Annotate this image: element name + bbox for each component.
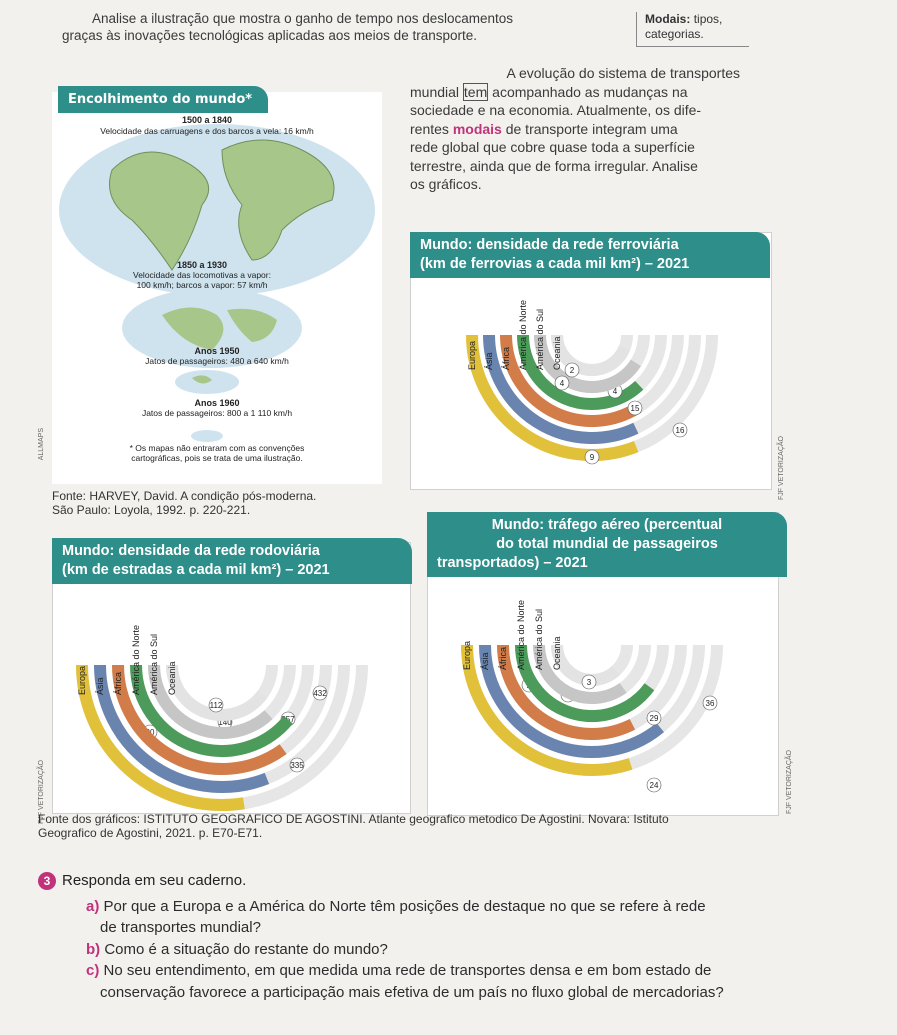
rail-title-line-2: (km de ferrovias a cada mil km²) – 2021 (420, 256, 690, 272)
value-label: 80 (145, 728, 155, 737)
charts-source (38, 812, 838, 840)
value-label: 24 (649, 781, 659, 790)
air-title (427, 512, 787, 577)
question-letter: b) (86, 940, 101, 958)
intro-text (62, 10, 632, 44)
body-line-5: rede global que cobre quase toda a superfície (410, 139, 695, 155)
question-number: 3 (38, 872, 56, 890)
question-c-cont: conservação favorece a participação mais efetiva de um país no fluxo global de mercadorias? (100, 983, 724, 1001)
body-line-7: os gráficos. (410, 176, 482, 192)
category-label: África (113, 671, 123, 695)
glossary-term: Modais: (645, 12, 691, 26)
category-label: Europa (467, 340, 477, 370)
glossary-box (636, 12, 749, 47)
globe-note-1: * Os mapas não entraram com as convenções (129, 443, 305, 453)
globe-p1-text: Velocidade das carruagens e dos barcos a vela: 16 km/h (100, 126, 314, 136)
body-line-2 (410, 83, 740, 102)
category-label: Ásia (95, 677, 105, 695)
rail-title (410, 232, 770, 278)
globe-source (52, 489, 382, 517)
value-label: 140 (218, 718, 232, 727)
body-line-1: A evolução do sistema de transportes (506, 65, 740, 81)
globe-p2-text2: 100 km/h; barcos a vapor: 57 km/h (136, 280, 268, 290)
road-chart (52, 585, 409, 812)
value-label: 357 (281, 715, 295, 724)
value-label: 16 (675, 426, 685, 435)
question-letter: a) (86, 897, 100, 915)
globe-illustration (52, 110, 382, 484)
ring-bar-5 (557, 645, 616, 680)
value-label: 4 (612, 387, 618, 396)
value-label: 2 (569, 366, 575, 375)
globe-title: Encolhimento do mundo* (58, 86, 268, 113)
category-label: América do Sul (149, 633, 159, 695)
category-label: Oceania (167, 661, 177, 695)
road-title (52, 538, 412, 584)
value-label: 4 (559, 379, 565, 388)
question-c (86, 960, 828, 982)
charts-source-line-1: Fonte dos gráficos: ISTITUTO GEOGRAFICO DE AGOSTINI. Atlante geografico metodico De Agostini. Novara: Istituto (38, 812, 669, 826)
fjf-credit: FJF VETORIZAÇÃO (778, 436, 785, 501)
fjf-credit: FJF VETORIZAÇÃO (38, 760, 45, 825)
road-title-line-1: Mundo: densidade da rede rodoviária (62, 543, 320, 559)
value-label: 29 (649, 714, 659, 723)
fjf-credit: FJF VETORIZAÇÃO (786, 750, 793, 815)
air-title-line-3: transportados) – 2021 (437, 555, 588, 571)
category-label: América do Norte (131, 624, 141, 695)
globe-p2-period: 1850 a 1930 (176, 260, 228, 270)
body-text: acompanhado as mudanças na (492, 83, 688, 100)
air-chart (427, 575, 777, 814)
value-label: 3 (586, 678, 592, 687)
question-header: Responda em seu caderno. (62, 872, 247, 889)
body-text: rentes (410, 120, 453, 137)
intro-line-1: Analise a ilustração que mostra o ganho de tempo nos deslocamentos (92, 11, 514, 26)
question-a-cont: de transportes mundial? (100, 919, 261, 936)
category-label: África (501, 346, 511, 370)
value-label: 9 (589, 453, 595, 462)
globe-source-line-1: Fonte: HARVEY, David. A condição pós-moderna. (52, 489, 317, 503)
globe-p3-text: Jatos de passageiros: 480 a 640 km/h (145, 356, 289, 366)
category-label: Europa (462, 640, 472, 670)
globe-source-line-2: São Paulo: Loyola, 1992. p. 220-221. (52, 503, 251, 517)
globe-1960 (191, 430, 223, 442)
globe-p1-period: 1500 a 1840 (181, 115, 233, 125)
category-label: África (498, 646, 508, 670)
category-label: Oceania (552, 336, 562, 370)
charts-source-line-2: Geografico de Agostini, 2021. p. E70-E71. (38, 826, 263, 840)
category-label: América do Sul (534, 608, 544, 670)
question-a (86, 896, 828, 918)
question-b (86, 939, 828, 961)
intro-line-2: graças às inovações tecnológicas aplicadas aos meios de transporte. (62, 28, 477, 43)
body-paragraph (410, 64, 740, 194)
globe-p2-text1: Velocidade das locomotivas a vapor: (133, 270, 271, 280)
body-text: de transporte integram uma (501, 120, 678, 137)
value-label: 36 (705, 699, 715, 708)
rail-chart (410, 275, 770, 488)
body-line-3: sociedade e na economia. Atualmente, os dife- (410, 102, 702, 118)
globe-p4-period: Anos 1960 (194, 398, 240, 408)
question-letter: c) (86, 962, 100, 979)
road-title-line-2: (km de estradas a cada mil km²) – 2021 (62, 562, 330, 578)
value-label: 112 (209, 701, 223, 710)
value-label: 15 (630, 404, 640, 413)
rail-title-line-1: Mundo: densidade da rede ferroviária (420, 237, 679, 253)
question-text: Por que a Europa e a América do Norte têm posições de destaque no que se refere à rede (103, 897, 706, 915)
value-label: 6 (565, 691, 571, 700)
highlight-term: modais (452, 120, 502, 137)
body-line-4 (410, 120, 740, 139)
question-text: Como é a situação do restante do mundo? (104, 940, 388, 958)
category-label: Ásia (484, 352, 494, 370)
question-text: No seu entendimento, em que medida uma rede de transportes densa e em bom estado de (103, 962, 712, 979)
value-label: 432 (313, 689, 327, 698)
allmaps-credit: ALLMAPS (38, 428, 45, 461)
category-label: Oceania (552, 636, 562, 670)
value-label: 2 (526, 681, 532, 690)
globe-p3-period: Anos 1950 (194, 346, 240, 356)
globe-note-2: cartográficas, pois se trata de uma ilustração. (131, 453, 303, 463)
air-title-line-1: Mundo: tráfego aéreo (percentual (491, 517, 723, 533)
glossary-definition: tipos, categorias. (645, 12, 723, 41)
body-marked-word: tem (463, 83, 488, 100)
category-label: Europa (77, 665, 87, 695)
category-label: Ásia (480, 652, 490, 670)
category-label: América do Norte (518, 299, 528, 370)
body-line-6: terrestre, ainda que de forma irregular. Analise (410, 157, 698, 174)
category-label: América do Sul (535, 308, 545, 370)
air-title-line-2: do total mundial de passageiros (496, 536, 718, 552)
body-text: mundial (410, 83, 460, 100)
category-label: América do Norte (516, 599, 526, 670)
globe-p4-text: Jatos de passageiros: 800 a 1 110 km/h (141, 408, 293, 418)
value-label: 335 (290, 761, 304, 770)
questions-block (38, 870, 828, 1003)
